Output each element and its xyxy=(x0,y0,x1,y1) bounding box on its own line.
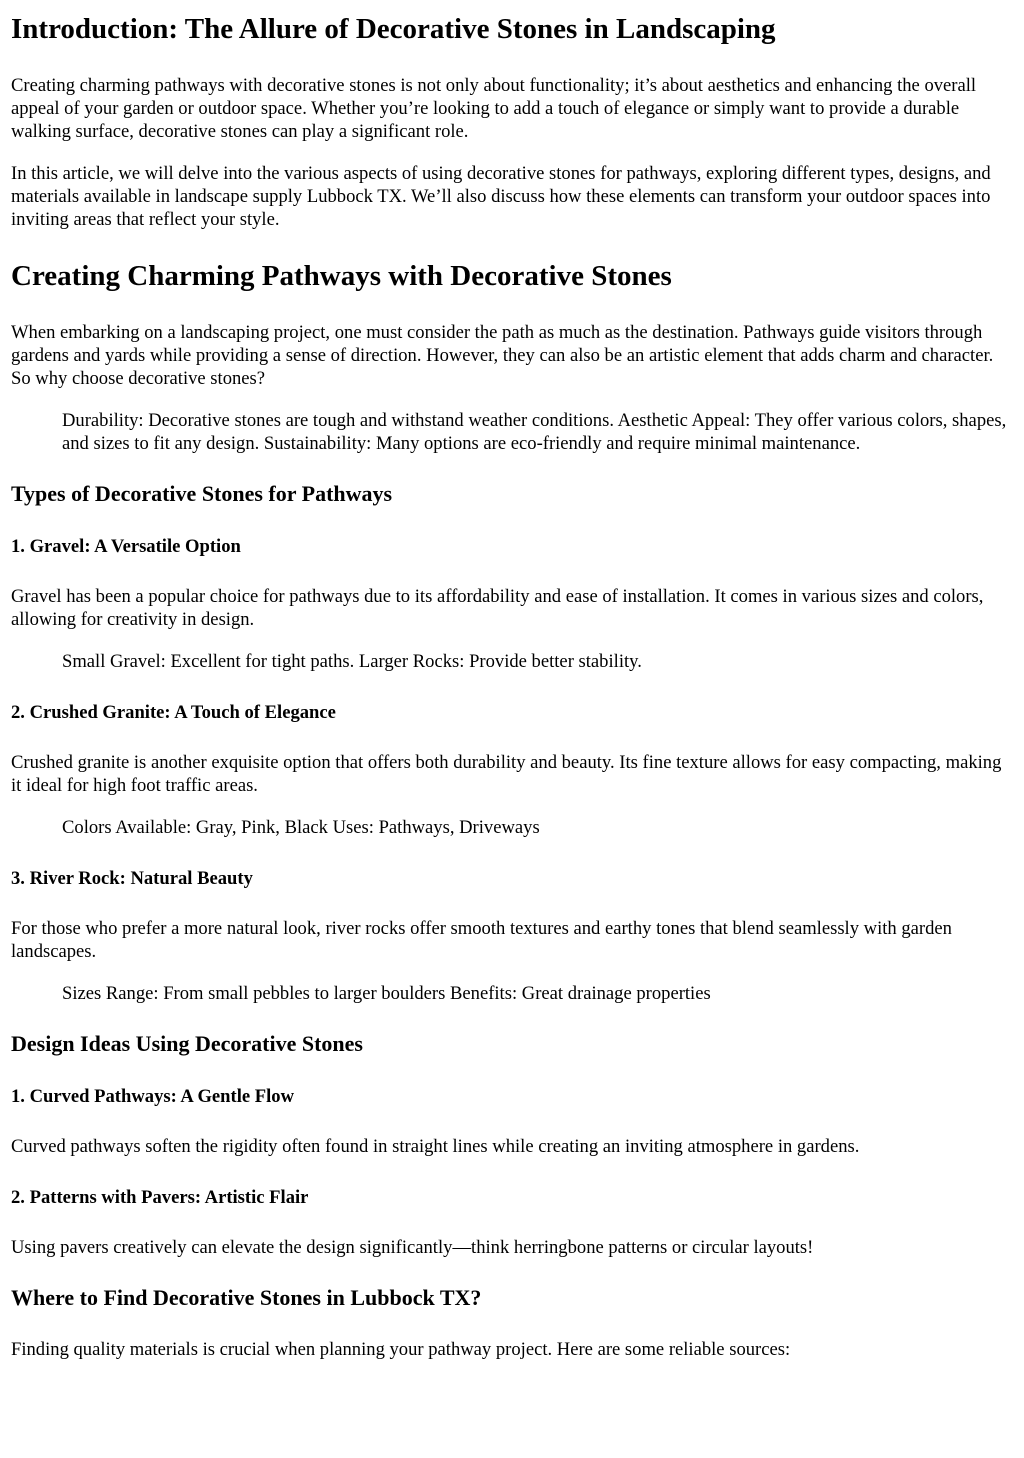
granite-heading: 2. Crushed Granite: A Touch of Elegance xyxy=(11,702,336,723)
river-rock-heading: 3. River Rock: Natural Beauty xyxy=(11,868,253,889)
curved-heading: 1. Curved Pathways: A Gentle Flow xyxy=(11,1086,295,1107)
benefits-quote: Durability: Decorative stones are tough and withstand weather conditions. Aesthetic Appeal: They offer various colors, shapes, and sizes to fit any design. Sustainability: Many options are eco-friendly and require minimal maintenance. xyxy=(62,410,1007,454)
river-rock-paragraph: For those who prefer a more natural look, river rocks offer smooth textures and earthy tones that blend seamlessly with garden landscapes. xyxy=(11,918,952,962)
intro-paragraph-1: Creating charming pathways with decorative stones is not only about functionality; it’s about aesthetics and enhancing the overall appeal of your garden or outdoor space. Whether you’re looking to add a touch of elegance or simply want to provide a durable walking surface, decorative stones can play a significant role. xyxy=(11,75,977,142)
gravel-paragraph: Gravel has been a popular choice for pathways due to its affordability and ease of installation. It comes in various sizes and colors, allowing for creativity in design. xyxy=(11,586,984,630)
gravel-quote: Small Gravel: Excellent for tight paths. Larger Rocks: Provide better stability. xyxy=(62,651,642,672)
gravel-heading: 1. Gravel: A Versatile Option xyxy=(11,536,241,557)
granite-paragraph: Crushed granite is another exquisite option that offers both durability and beauty. Its fine texture allows for easy compacting, making it ideal for high foot traffic areas. xyxy=(11,752,1002,796)
river-rock-quote: Sizes Range: From small pebbles to larger boulders Benefits: Great drainage properties xyxy=(62,983,711,1004)
intro-paragraph-2: In this article, we will delve into the various aspects of using decorative stones for pathways, exploring different types, designs, and materials available in landscape supply Lubbock TX. We’ll also discuss how these elements can transform your outdoor spaces into inviting areas that reflect your style. xyxy=(11,163,991,230)
article xyxy=(0,12,1024,1361)
intro-heading: Introduction: The Allure of Decorative Stones in Landscaping xyxy=(11,13,776,45)
design-heading: Design Ideas Using Decorative Stones xyxy=(11,1031,363,1056)
pavers-paragraph: Using pavers creatively can elevate the design significantly—think herringbone patterns or circular layouts! xyxy=(11,1237,814,1258)
find-paragraph: Finding quality materials is crucial when planning your pathway project. Here are some reliable sources: xyxy=(11,1339,791,1360)
curved-paragraph: Curved pathways soften the rigidity often found in straight lines while creating an inviting atmosphere in gardens. xyxy=(11,1136,860,1157)
main-paragraph: When embarking on a landscaping project, one must consider the path as much as the destination. Pathways guide visitors through gardens and yards while providing a sense of direction. However, they can also be an artistic element that adds charm and character. So why choose decorative stones? xyxy=(11,322,994,389)
granite-quote: Colors Available: Gray, Pink, Black Uses: Pathways, Driveways xyxy=(62,817,540,838)
pavers-heading: 2. Patterns with Pavers: Artistic Flair xyxy=(11,1187,309,1208)
types-heading: Types of Decorative Stones for Pathways xyxy=(11,481,393,506)
main-heading: Creating Charming Pathways with Decorative Stones xyxy=(11,260,672,292)
find-heading: Where to Find Decorative Stones in Lubbock TX? xyxy=(11,1285,482,1310)
